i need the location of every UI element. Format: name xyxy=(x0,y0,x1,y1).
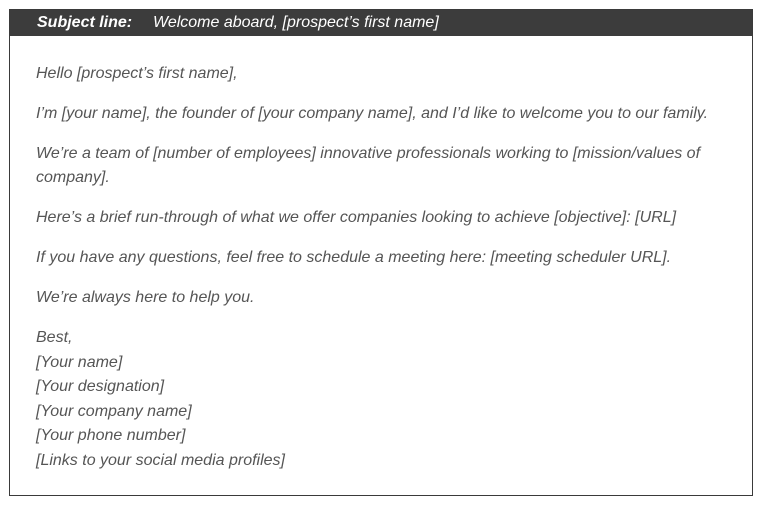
signoff-designation: [Your designation] xyxy=(36,378,165,396)
email-body xyxy=(10,36,752,474)
signoff-phone: [Your phone number] xyxy=(36,427,186,445)
paragraph-intro: I’m [your name], the founder of [your company name], and I’d like to welcome you to our family. xyxy=(36,105,709,122)
subject-line-bar xyxy=(10,10,752,36)
paragraph-help: We’re always here to help you. xyxy=(36,289,255,306)
subject-value: Welcome aboard, [prospect’s first name] xyxy=(153,14,439,31)
greeting: Hello [prospect’s first name], xyxy=(36,65,238,82)
email-template-card xyxy=(9,9,753,496)
signoff-name: [Your name] xyxy=(36,353,123,371)
signoff-closing: Best, xyxy=(36,329,73,346)
paragraph-team: We’re a team of [number of employees] innovative professionals working to [mission/values of company]. xyxy=(36,145,701,186)
signoff-block xyxy=(36,326,726,474)
paragraph-offer: Here’s a brief run-through of what we offer companies looking to achieve [objective]: [URL] xyxy=(36,209,677,226)
paragraph-questions: If you have any questions, feel free to schedule a meeting here: [meeting scheduler URL]. xyxy=(36,249,672,266)
subject-label: Subject line: xyxy=(37,14,133,31)
signoff-social-links: [Links to your social media profiles] xyxy=(36,451,285,469)
signoff-company: [Your company name] xyxy=(36,402,192,420)
